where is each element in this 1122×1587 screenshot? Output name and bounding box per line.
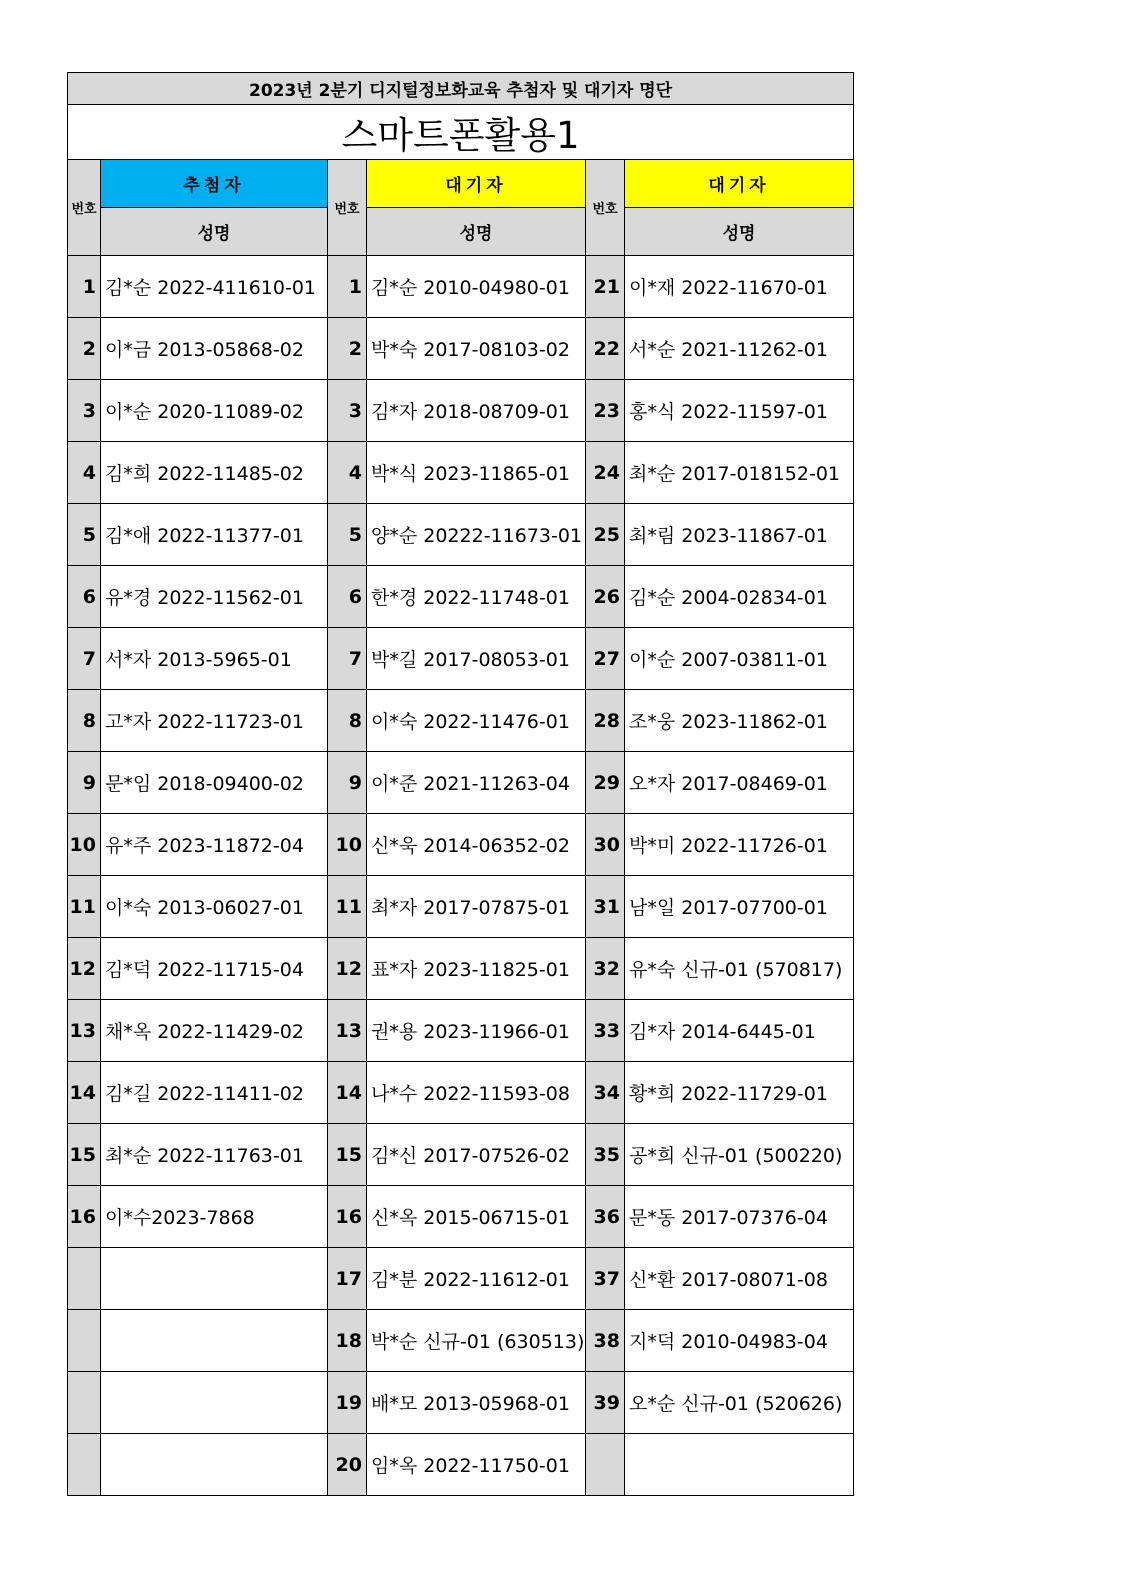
selected-number-cell: 11 <box>68 876 101 938</box>
waiting-1-number-cell: 12 <box>328 938 367 1000</box>
waiting-1-name-cell: 김*자 2018-08709-01 <box>367 380 586 442</box>
selected-name-cell: 이*수2023-7868 <box>101 1186 328 1248</box>
waiting-1-name-cell: 박*길 2017-08053-01 <box>367 628 586 690</box>
selected-name-cell: 채*옥 2022-11429-02 <box>101 1000 328 1062</box>
waiting-1-number-cell: 19 <box>328 1372 367 1434</box>
table-row <box>68 752 854 814</box>
table-row <box>68 318 854 380</box>
waiting-1-name-cell: 박*숙 2017-08103-02 <box>367 318 586 380</box>
waiting-1-name-cell: 김*신 2017-07526-02 <box>367 1124 586 1186</box>
waiting-2-name-cell <box>625 1434 854 1496</box>
table-row <box>68 1434 854 1496</box>
table-row <box>68 1310 854 1372</box>
selected-number-cell: 5 <box>68 504 101 566</box>
selected-name-cell <box>101 1248 328 1310</box>
waiting-2-number-cell: 38 <box>586 1310 625 1372</box>
waiting-2-number-cell: 22 <box>586 318 625 380</box>
selected-number-cell: 14 <box>68 1062 101 1124</box>
waiting-2-name-cell: 박*미 2022-11726-01 <box>625 814 854 876</box>
selected-number-cell: 3 <box>68 380 101 442</box>
waiting-1-number-cell: 4 <box>328 442 367 504</box>
waiting-1-name-cell: 신*옥 2015-06715-01 <box>367 1186 586 1248</box>
waiting-1-name-cell: 박*식 2023-11865-01 <box>367 442 586 504</box>
table-row <box>68 814 854 876</box>
table-row <box>68 1124 854 1186</box>
selected-number-cell <box>68 1434 101 1496</box>
waiting-1-number-cell: 8 <box>328 690 367 752</box>
waiting-1-name-cell: 권*용 2023-11966-01 <box>367 1000 586 1062</box>
waiting-1-number-cell: 11 <box>328 876 367 938</box>
waiting-2-name-cell: 지*덕 2010-04983-04 <box>625 1310 854 1372</box>
waiting-1-name-cell: 이*숙 2022-11476-01 <box>367 690 586 752</box>
waiting-1-name-cell: 배*모 2013-05968-01 <box>367 1372 586 1434</box>
selected-number-cell: 6 <box>68 566 101 628</box>
waiting-2-name-cell: 오*자 2017-08469-01 <box>625 752 854 814</box>
selected-number-cell: 9 <box>68 752 101 814</box>
waiting-1-name-cell: 김*분 2022-11612-01 <box>367 1248 586 1310</box>
selected-number-cell: 15 <box>68 1124 101 1186</box>
waiting-2-name-cell: 신*환 2017-08071-08 <box>625 1248 854 1310</box>
number-header-waiting-2: 번호 <box>586 160 625 256</box>
waiting-2-number-cell: 21 <box>586 256 625 318</box>
selected-name-cell: 김*희 2022-11485-02 <box>101 442 328 504</box>
waiting-2-number-cell: 29 <box>586 752 625 814</box>
waiting-2-number-cell: 27 <box>586 628 625 690</box>
waiting-2-number-cell: 26 <box>586 566 625 628</box>
table-row <box>68 1062 854 1124</box>
waiting-1-number-cell: 2 <box>328 318 367 380</box>
waiting-2-number-cell: 37 <box>586 1248 625 1310</box>
waiting-2-name-cell: 남*일 2017-07700-01 <box>625 876 854 938</box>
selected-number-cell <box>68 1372 101 1434</box>
waiting-2-number-cell: 35 <box>586 1124 625 1186</box>
table-row <box>68 1186 854 1248</box>
selected-name-cell: 김*덕 2022-11715-04 <box>101 938 328 1000</box>
selected-name-cell: 김*애 2022-11377-01 <box>101 504 328 566</box>
waiting-2-name-cell: 최*림 2023-11867-01 <box>625 504 854 566</box>
waiting-1-number-cell: 14 <box>328 1062 367 1124</box>
selected-name-cell: 유*경 2022-11562-01 <box>101 566 328 628</box>
waiting-1-number-cell: 3 <box>328 380 367 442</box>
selected-number-cell: 8 <box>68 690 101 752</box>
table-row <box>68 938 854 1000</box>
selected-number-cell: 2 <box>68 318 101 380</box>
waiting-1-name-cell: 이*준 2021-11263-04 <box>367 752 586 814</box>
waiting-2-name-cell: 최*순 2017-018152-01 <box>625 442 854 504</box>
selected-number-cell: 1 <box>68 256 101 318</box>
number-header-selected: 번호 <box>68 160 101 256</box>
selected-name-cell <box>101 1310 328 1372</box>
waiting-1-number-cell: 10 <box>328 814 367 876</box>
selected-number-cell: 13 <box>68 1000 101 1062</box>
document-title: 2023년 2분기 디지털정보화교육 추첨자 및 대기자 명단 <box>68 73 854 105</box>
waiting-1-name-cell: 김*순 2010-04980-01 <box>367 256 586 318</box>
waiting-2-name-cell: 황*희 2022-11729-01 <box>625 1062 854 1124</box>
waiting-2-number-cell <box>586 1434 625 1496</box>
table-row <box>68 628 854 690</box>
waiting-2-number-cell: 36 <box>586 1186 625 1248</box>
waiting-1-name-cell: 최*자 2017-07875-01 <box>367 876 586 938</box>
name-header-selected: 성명 <box>101 208 328 256</box>
waiting-2-number-cell: 25 <box>586 504 625 566</box>
selected-number-cell: 12 <box>68 938 101 1000</box>
waiting-1-number-cell: 5 <box>328 504 367 566</box>
name-header-waiting-2: 성명 <box>625 208 854 256</box>
waiting-1-number-cell: 16 <box>328 1186 367 1248</box>
selected-name-cell: 서*자 2013-5965-01 <box>101 628 328 690</box>
selected-name-cell: 고*자 2022-11723-01 <box>101 690 328 752</box>
waiting-1-number-cell: 17 <box>328 1248 367 1310</box>
selected-name-cell <box>101 1434 328 1496</box>
waiting-1-number-cell: 9 <box>328 752 367 814</box>
waiting-2-number-cell: 23 <box>586 380 625 442</box>
roster-table <box>67 72 854 1496</box>
waiting-1-name-cell: 나*수 2022-11593-08 <box>367 1062 586 1124</box>
course-title: 스마트폰활용1 <box>68 105 854 160</box>
waiting-1-number-cell: 1 <box>328 256 367 318</box>
waiting-1-name-cell: 임*옥 2022-11750-01 <box>367 1434 586 1496</box>
waiting-1-number-cell: 15 <box>328 1124 367 1186</box>
waiting-2-name-cell: 김*순 2004-02834-01 <box>625 566 854 628</box>
table-row <box>68 1248 854 1310</box>
selected-name-cell: 김*순 2022-411610-01 <box>101 256 328 318</box>
table-row <box>68 876 854 938</box>
waiting-2-name-cell: 김*자 2014-6445-01 <box>625 1000 854 1062</box>
waiting-1-number-cell: 18 <box>328 1310 367 1372</box>
waiting-1-name-cell: 양*순 20222-11673-01 <box>367 504 586 566</box>
selected-name-cell: 유*주 2023-11872-04 <box>101 814 328 876</box>
selected-number-cell: 4 <box>68 442 101 504</box>
selected-name-cell: 문*임 2018-09400-02 <box>101 752 328 814</box>
waiting-2-name-cell: 유*숙 신규-01 (570817) <box>625 938 854 1000</box>
waiting-header-1: 대기자 <box>367 160 586 208</box>
table-row <box>68 380 854 442</box>
waiting-2-name-cell: 홍*식 2022-11597-01 <box>625 380 854 442</box>
waiting-2-name-cell: 이*순 2007-03811-01 <box>625 628 854 690</box>
table-row <box>68 1372 854 1434</box>
waiting-2-number-cell: 24 <box>586 442 625 504</box>
selected-header: 추첨자 <box>101 160 328 208</box>
waiting-2-name-cell: 공*희 신규-01 (500220) <box>625 1124 854 1186</box>
waiting-1-name-cell: 신*욱 2014-06352-02 <box>367 814 586 876</box>
waiting-1-number-cell: 20 <box>328 1434 367 1496</box>
selected-name-cell: 이*숙 2013-06027-01 <box>101 876 328 938</box>
selected-number-cell: 10 <box>68 814 101 876</box>
waiting-2-number-cell: 33 <box>586 1000 625 1062</box>
table-row <box>68 504 854 566</box>
waiting-2-name-cell: 조*웅 2023-11862-01 <box>625 690 854 752</box>
waiting-2-number-cell: 34 <box>586 1062 625 1124</box>
selected-number-cell <box>68 1310 101 1372</box>
table-row <box>68 566 854 628</box>
waiting-1-number-cell: 6 <box>328 566 367 628</box>
waiting-2-name-cell: 서*순 2021-11262-01 <box>625 318 854 380</box>
waiting-2-number-cell: 30 <box>586 814 625 876</box>
waiting-1-number-cell: 13 <box>328 1000 367 1062</box>
name-header-waiting-1: 성명 <box>367 208 586 256</box>
waiting-header-2: 대기자 <box>625 160 854 208</box>
waiting-2-number-cell: 28 <box>586 690 625 752</box>
selected-name-cell: 이*순 2020-11089-02 <box>101 380 328 442</box>
waiting-2-number-cell: 32 <box>586 938 625 1000</box>
selected-name-cell: 최*순 2022-11763-01 <box>101 1124 328 1186</box>
waiting-1-name-cell: 한*경 2022-11748-01 <box>367 566 586 628</box>
selected-number-cell: 7 <box>68 628 101 690</box>
table-row <box>68 442 854 504</box>
waiting-1-name-cell: 박*순 신규-01 (630513) <box>367 1310 586 1372</box>
waiting-2-name-cell: 이*재 2022-11670-01 <box>625 256 854 318</box>
selected-name-cell: 김*길 2022-11411-02 <box>101 1062 328 1124</box>
waiting-2-number-cell: 31 <box>586 876 625 938</box>
selected-number-cell: 16 <box>68 1186 101 1248</box>
selected-name-cell <box>101 1372 328 1434</box>
selected-name-cell: 이*금 2013-05868-02 <box>101 318 328 380</box>
waiting-1-name-cell: 표*자 2023-11825-01 <box>367 938 586 1000</box>
waiting-2-name-cell: 오*순 신규-01 (520626) <box>625 1372 854 1434</box>
table-row <box>68 690 854 752</box>
selected-number-cell <box>68 1248 101 1310</box>
waiting-2-number-cell: 39 <box>586 1372 625 1434</box>
waiting-2-name-cell: 문*동 2017-07376-04 <box>625 1186 854 1248</box>
number-header-waiting-1: 번호 <box>328 160 367 256</box>
waiting-1-number-cell: 7 <box>328 628 367 690</box>
table-row <box>68 256 854 318</box>
table-row <box>68 1000 854 1062</box>
